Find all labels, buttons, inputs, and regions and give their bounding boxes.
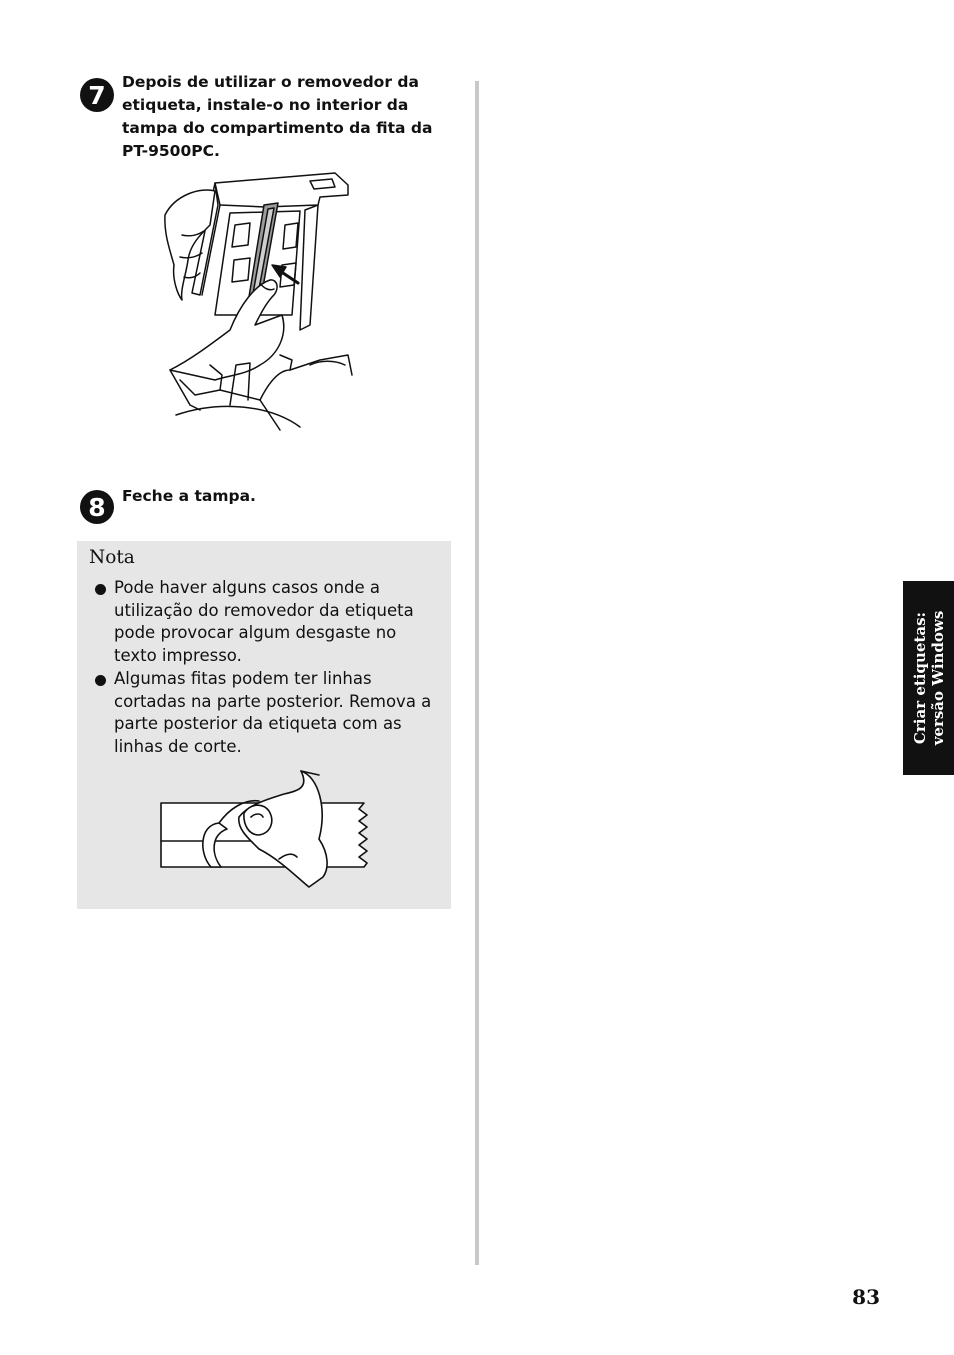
column-divider (475, 81, 479, 1265)
bullet-icon (95, 675, 106, 686)
cover-remover-install-illustration (160, 165, 360, 435)
note-item-text: Algumas fitas podem ter linhas cortadas na parte posterior. Remova a parte posterior da etiqueta com as linhas de corte. (114, 669, 432, 757)
step-7-instruction: Depois de utilizar o removedor da etiqueta, instale-o no interior da tampa do compartimento da fita da PT-9500PC. (122, 73, 433, 160)
note-box (77, 541, 451, 909)
step-8-number-badge: 8 (80, 490, 114, 524)
tape-backing-peel-illustration (159, 769, 371, 891)
side-tab-line-1: Criar etiquetas: (910, 611, 929, 745)
note-item (95, 577, 440, 668)
section-side-tab (903, 581, 954, 775)
note-title: Nota (89, 547, 135, 568)
side-tab-label (911, 611, 947, 746)
step-8-instruction: Feche a tampa. (122, 487, 256, 505)
note-item-text: Pode haver alguns casos onde a utilização do removedor da etiqueta pode provocar algum desgaste no texto impresso. (114, 578, 414, 666)
step-7-number-badge: 7 (80, 78, 114, 112)
bullet-icon (95, 584, 106, 595)
side-tab-line-2: versão Windows (928, 610, 947, 746)
page-number: 83 (852, 1285, 880, 1309)
note-item (95, 668, 440, 759)
